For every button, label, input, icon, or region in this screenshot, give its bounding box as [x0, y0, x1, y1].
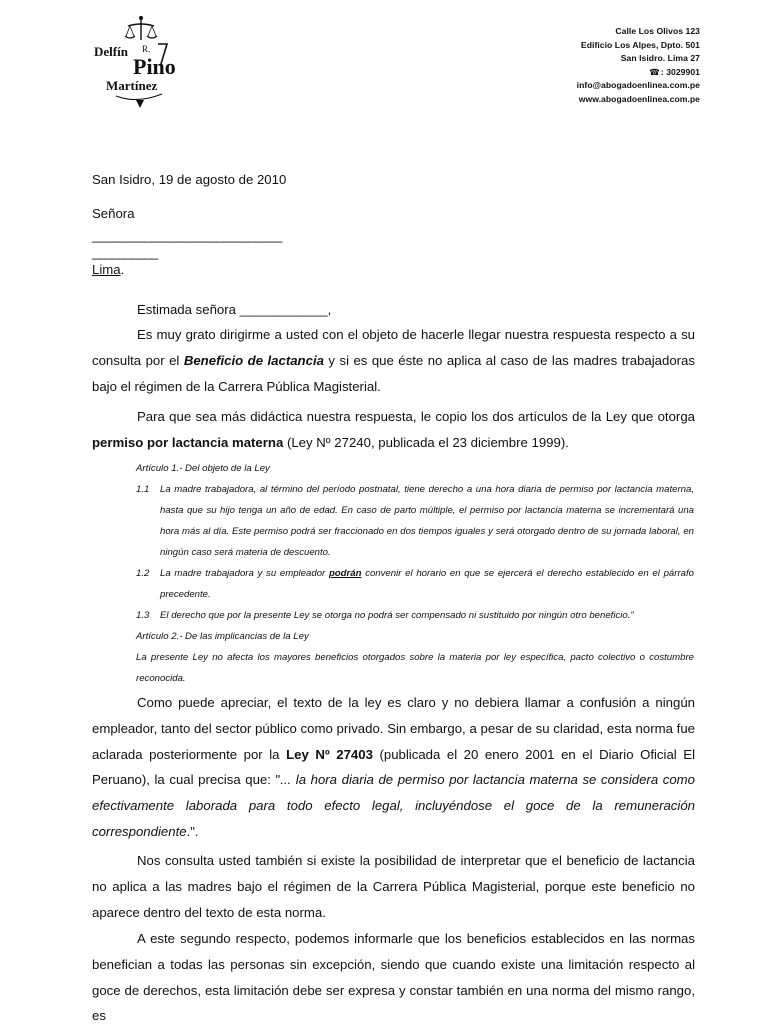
phone-line — [577, 66, 700, 80]
svg-text:Pino: Pino — [133, 54, 176, 79]
street-address: Calle Los Olivos 123 — [615, 26, 700, 36]
svg-text:Delfín: Delfín — [94, 44, 128, 59]
article-1-2: 1.2 La madre trabajadora y su empleador podrán convenir el horario en que se ejercerá el derecho establecido en el párrafo precedente. — [136, 568, 694, 600]
article-2-text: La presente Ley no afecta los mayores beneficios otorgados sobre la materia por ley específica, pacto colectivo o costumbre reconocida. — [136, 652, 694, 684]
law-firm-logo — [92, 14, 192, 110]
svg-text:R.: R. — [142, 44, 151, 54]
salutation: Estimada señora ____________, — [137, 302, 332, 317]
article-2-heading: Artículo 2.- De las implicancias de la Ley — [136, 631, 309, 642]
scales-of-justice-logo-mark — [92, 14, 192, 110]
addressee-name-blank: _____________________________ — [92, 228, 282, 243]
addressee-title: Señora — [92, 206, 135, 221]
paragraph-2: Para que sea más didáctica nuestra respuesta, le copio los dos artículos de la Ley que otorga permiso por lactancia materna (Ley Nº 27240, publicada el 23 diciembre 1999). — [92, 409, 695, 450]
district-address: San Isidro. Lima 27 — [620, 53, 700, 64]
email-address: info@abogadoenlinea.com.pe — [576, 80, 700, 91]
paragraph-3: Como puede apreciar, el texto de la ley es claro y no debiera llamar a confusión a ningún empleador, tanto del sector público como privado. Sin embargo, a pesar de su claridad, esta norma fue aclarada posteriormente por la Ley Nº 27403 (publicada el 20 enero 2001 en el Diario Oficial El Peruano), la cual precisa que: "... la hora diaria de permiso por lactancia materna se considera como efectivamente laborada para todo efecto legal, incluyéndose el goce de la remuneración correspondiente.". — [92, 695, 695, 839]
paragraph-1: Es muy grato dirigirme a usted con el objeto de hacerle llegar nuestra respuesta respecto a su consulta por el Beneficio de lactancia y si es que éste no aplica al caso de las madres trabajadoras bajo el régimen de la Carrera Pública Magisterial. — [92, 327, 695, 394]
paragraph-4: Nos consulta usted también si existe la posibilidad de interpretar que el beneficio de lactancia no aplica a las madres bajo el régimen de la Carrera Pública Magisterial, porque este beneficio no aparece dentro del texto de esta norma. — [92, 853, 695, 920]
addressee-city: Lima. — [92, 262, 125, 277]
website-address: www.abogadoenlinea.com.pe — [578, 93, 700, 104]
phone-icon: ☎ — [649, 66, 660, 77]
phone-number: : 3029901 — [660, 66, 700, 77]
article-1-3: 1.3 El derecho que por la presente Ley se otorga no podrá ser compensado ni sustituido por ningún otro beneficio.” — [136, 610, 634, 621]
building-address: Edificio Los Alpes, Dpto. 501 — [580, 39, 700, 50]
article-1-heading: Artículo 1.- Del objeto de la Ley — [136, 463, 270, 474]
letter-date: San Isidro, 19 de agosto de 2010 — [92, 172, 287, 187]
addressee-extra-blank: __________ — [92, 245, 158, 260]
svg-text:Martínez: Martínez — [106, 78, 158, 93]
article-1-1: 1.1 La madre trabajadora, al término del período postnatal, tiene derecho a una hora diaria de permiso por lactancia materna, hasta que su hijo tenga un año de edad. En caso de parto múltiple, el permiso por lactancia materna se incrementará una hora más al día. Este permiso podrá ser fraccionado en dos tiempos iguales y será otorgado dentro de su jornada laboral, en ningún caso será materia de descuento. — [136, 484, 694, 558]
paragraph-5: A este segundo respecto, podemos informarle que los beneficios establecidos en las normas benefician a todas las personas sin excepción, siendo que cuando existe una limitación respecto al goce de derechos, esta limitación debe ser expresa y constar también en una norma del mismo rango, es — [92, 931, 695, 1024]
contact-info-block — [577, 25, 700, 107]
